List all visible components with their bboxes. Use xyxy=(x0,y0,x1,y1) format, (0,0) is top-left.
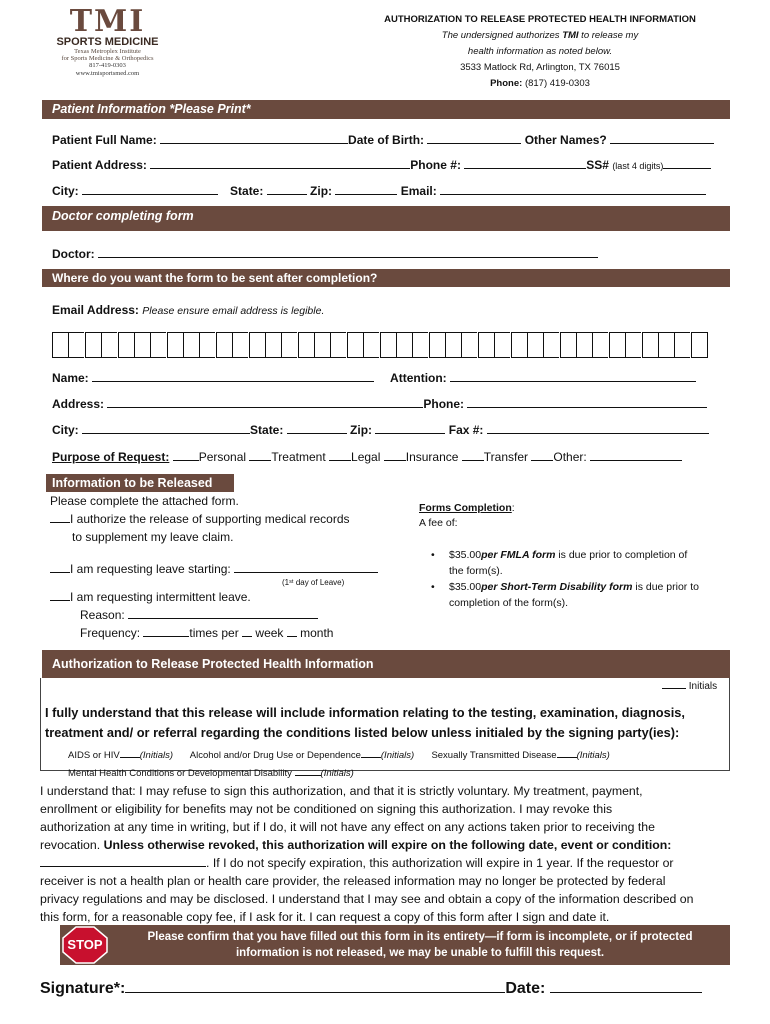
logo-web: www.tmisportsmed.com xyxy=(75,70,140,77)
section-authorization: Authorization to Release Protected Health Information xyxy=(42,650,730,678)
attention-field[interactable] xyxy=(450,369,696,382)
email-char-box[interactable] xyxy=(609,332,625,358)
email-char-box[interactable] xyxy=(298,332,314,358)
patient-zip-field[interactable] xyxy=(335,182,397,195)
signature-field[interactable] xyxy=(125,976,505,993)
patient-full-name-field[interactable] xyxy=(160,131,348,144)
expiration-field[interactable] xyxy=(40,854,206,867)
header-phone: Phone: (817) 419-0303 xyxy=(490,78,590,89)
date-label: Date: xyxy=(505,980,546,997)
send-address-field[interactable] xyxy=(107,395,423,408)
doctor-row: Doctor: xyxy=(52,245,598,261)
send-name-field[interactable] xyxy=(92,369,374,382)
email-char-box[interactable] xyxy=(429,332,445,358)
leave-start-field[interactable] xyxy=(234,560,378,573)
send-zip-field[interactable] xyxy=(375,421,445,434)
email-char-box[interactable] xyxy=(560,332,576,358)
purpose-other-field[interactable] xyxy=(590,448,682,461)
email-char-box[interactable] xyxy=(674,332,690,358)
send-name-row: Name: Attention: xyxy=(52,369,696,385)
patient-phone-field[interactable] xyxy=(464,156,586,169)
send-address-row: Address: Phone: xyxy=(52,395,707,411)
frequency-field[interactable] xyxy=(143,624,189,637)
email-char-box[interactable] xyxy=(85,332,101,358)
leave-start-row: I am requesting leave starting: xyxy=(50,560,378,578)
signature-label: Signature*: xyxy=(40,980,126,997)
info-left-block xyxy=(50,492,378,642)
send-city-field[interactable] xyxy=(82,421,250,434)
forms-completion: Forms Completion: A fee of: • $35.00per FMLA form is due prior to completion of the form(s). • $35.00per Short-Term Disability form is due prior to completion of the form(s). xyxy=(419,501,729,611)
purpose-transfer-check[interactable] xyxy=(462,448,484,461)
first-day-note: (1ˢᵗ day of Leave) xyxy=(282,578,345,587)
terms-paragraph: I understand that: I may refuse to sign this authorization, and that it is strictly voluntary. My treatment, payment, enrollment or eligibility for benefits may not be conditioned on signing this authorization. I may revoke this authorization at any time in writing, but if I do, it will not have any effect on any actions taken prior to receiving the revocation. Unless otherwise revoked, this authorization will expire on the following date, event or condition: . If I do not specify expiration, this authorization will expire in 1 year. If the requestor or receiver is not a health plan or health care provider, the released information may no longer be protected by federal privacy regulations and may be disclosed. I understand that I may see and obtain a copy of the information described on this form, for a reasonable copy fee, if I ask for it. I can request a copy of this form after I sign and date it. xyxy=(40,784,694,924)
email-char-box[interactable] xyxy=(265,332,281,358)
email-char-box[interactable] xyxy=(511,332,527,358)
section-info-release: Information to be Released xyxy=(46,474,234,492)
patient-address-row: Patient Address: Phone #: SS# (last 4 digits) xyxy=(52,156,711,172)
patient-email-field[interactable] xyxy=(440,182,706,195)
logo-subtitle-1: Texas Metroplex Institute xyxy=(74,48,141,55)
email-char-box[interactable] xyxy=(68,332,84,358)
times-per-month-check[interactable] xyxy=(287,624,297,637)
section-patient-info: Patient Information *Please Print* xyxy=(42,100,730,119)
send-state-field[interactable] xyxy=(287,421,347,434)
email-char-box[interactable] xyxy=(314,332,330,358)
purpose-legal-check[interactable] xyxy=(329,448,351,461)
dob-field[interactable] xyxy=(427,131,521,144)
std-initials-field[interactable] xyxy=(557,748,577,758)
email-char-box[interactable] xyxy=(445,332,461,358)
email-char-box[interactable] xyxy=(494,332,510,358)
fax-field[interactable] xyxy=(487,421,709,434)
email-char-box[interactable] xyxy=(625,332,641,358)
understand-text: I fully understand that this release will include information relating to the testing, examination, diagnosis, treatment and/ or referral regarding the conditions listed below unless initialed by the signing party(ies): xyxy=(45,705,685,740)
email-char-box[interactable] xyxy=(347,332,363,358)
email-char-box[interactable] xyxy=(363,332,379,358)
form-title: AUTHORIZATION TO RELEASE PROTECTED HEALTH INFORMATION xyxy=(384,14,696,25)
fee-of: A fee of: xyxy=(419,517,458,529)
email-char-box[interactable] xyxy=(396,332,412,358)
other-names-field[interactable] xyxy=(610,131,714,144)
email-char-box[interactable] xyxy=(134,332,150,358)
email-char-box[interactable] xyxy=(167,332,183,358)
authorize-row-2: to supplement my leave claim. xyxy=(72,530,234,544)
intermittent-check[interactable] xyxy=(50,588,70,601)
aids-initials-field[interactable] xyxy=(120,748,140,758)
email-char-box[interactable] xyxy=(150,332,166,358)
send-city-row: City: State: Zip: Fax #: xyxy=(52,421,709,437)
reason-row: Reason: xyxy=(50,606,378,624)
mental-initials-field[interactable] xyxy=(295,766,321,776)
authorize-check[interactable] xyxy=(50,510,70,523)
stop-sign-label: STOP xyxy=(67,937,103,952)
header-line-2: health information as noted below. xyxy=(467,46,613,57)
email-char-box[interactable] xyxy=(478,332,494,358)
purpose-row: Purpose of Request: Personal Treatment Legal Insurance Transfer Other: xyxy=(52,448,682,464)
stop-banner xyxy=(60,925,730,965)
initials-row: Initials xyxy=(662,676,717,692)
date-field[interactable] xyxy=(550,976,702,993)
email-char-box[interactable] xyxy=(576,332,592,358)
times-per-week-check[interactable] xyxy=(242,624,252,637)
email-char-box[interactable] xyxy=(216,332,232,358)
forms-completion-title: Forms Completion xyxy=(419,502,512,514)
leave-start-check[interactable] xyxy=(50,560,70,573)
email-char-box[interactable] xyxy=(330,332,346,358)
email-char-box[interactable] xyxy=(543,332,559,358)
patient-state-field[interactable] xyxy=(267,182,307,195)
complete-attached: Please complete the attached form. xyxy=(50,494,239,508)
email-char-box[interactable] xyxy=(281,332,297,358)
email-address-row: Email Address: Please ensure email address is legible. xyxy=(52,303,325,317)
patient-address-field[interactable] xyxy=(150,156,410,169)
ss-field[interactable] xyxy=(663,156,711,169)
patient-full-name-row: Patient Full Name: Date of Birth: Other Names? xyxy=(52,131,714,147)
patient-city-row: City: State: Zip: Email: xyxy=(52,182,706,198)
intermittent-row: I am requesting intermittent leave. xyxy=(50,588,378,606)
logo-title: SPORTS MEDICINE xyxy=(56,36,159,48)
email-char-box[interactable] xyxy=(380,332,396,358)
header-line-1: The undersigned authorizes TMI to release my xyxy=(441,30,639,41)
logo-subtitle-2: for Sports Medicine & Orthopedics xyxy=(61,55,154,62)
reason-field[interactable] xyxy=(128,606,318,619)
header-address: 3533 Matlock Rd, Arlington, TX 76015 xyxy=(460,62,620,73)
section-doctor: Doctor completing form xyxy=(42,206,730,231)
initials-field[interactable] xyxy=(662,676,686,689)
alcohol-initials-field[interactable] xyxy=(361,748,381,758)
purpose-personal-check[interactable] xyxy=(173,448,199,461)
authorize-row: I authorize the release of supporting medical records xyxy=(50,510,378,528)
email-char-box[interactable] xyxy=(52,332,68,358)
email-char-box[interactable] xyxy=(199,332,215,358)
mental-row: Mental Health Conditions or Developmental Disability (Initials) xyxy=(68,768,354,779)
email-char-box[interactable] xyxy=(642,332,658,358)
patient-city-field[interactable] xyxy=(82,182,218,195)
email-char-box[interactable] xyxy=(118,332,134,358)
section-send-to: Where do you want the form to be sent after completion? xyxy=(42,269,730,287)
logo xyxy=(50,4,165,80)
doctor-field[interactable] xyxy=(98,245,598,258)
send-phone-field[interactable] xyxy=(467,395,707,408)
email-char-box[interactable] xyxy=(658,332,674,358)
signature-row xyxy=(40,976,702,998)
logo-brand: TMI xyxy=(69,4,146,39)
purpose-other-check[interactable] xyxy=(531,448,553,461)
form-header xyxy=(330,12,750,92)
fee-item-std: • $35.00per Short-Term Disability form is due prior to completion of the form(s). xyxy=(431,581,699,609)
email-char-box[interactable] xyxy=(232,332,248,358)
email-char-box[interactable] xyxy=(183,332,199,358)
purpose-insurance-check[interactable] xyxy=(384,448,406,461)
frequency-row: Frequency: times per week month xyxy=(80,626,334,640)
email-char-box[interactable] xyxy=(691,332,708,358)
stop-sign-icon xyxy=(62,926,108,964)
logo-phone: 817-419-0303 xyxy=(89,62,126,69)
email-char-box[interactable] xyxy=(101,332,117,358)
conditions-row: AIDS or HIV (Initials) Alcohol and/or Drug Use or Dependence (Initials) Sexually Transmitted Disease (Initials) xyxy=(68,750,610,761)
email-char-box[interactable] xyxy=(249,332,265,358)
email-char-box[interactable] xyxy=(412,332,428,358)
purpose-treatment-check[interactable] xyxy=(249,448,271,461)
stop-message: Please confirm that you have filled out this form in its entirety—if form is incomplete, or if protected information is not released, we may be unable to fulfill this request. xyxy=(147,931,693,959)
fee-item-fmla: • $35.00per FMLA form is due prior to completion of the form(s). xyxy=(431,549,688,577)
email-char-box[interactable] xyxy=(592,332,608,358)
email-char-box[interactable] xyxy=(461,332,477,358)
email-char-box[interactable] xyxy=(527,332,543,358)
